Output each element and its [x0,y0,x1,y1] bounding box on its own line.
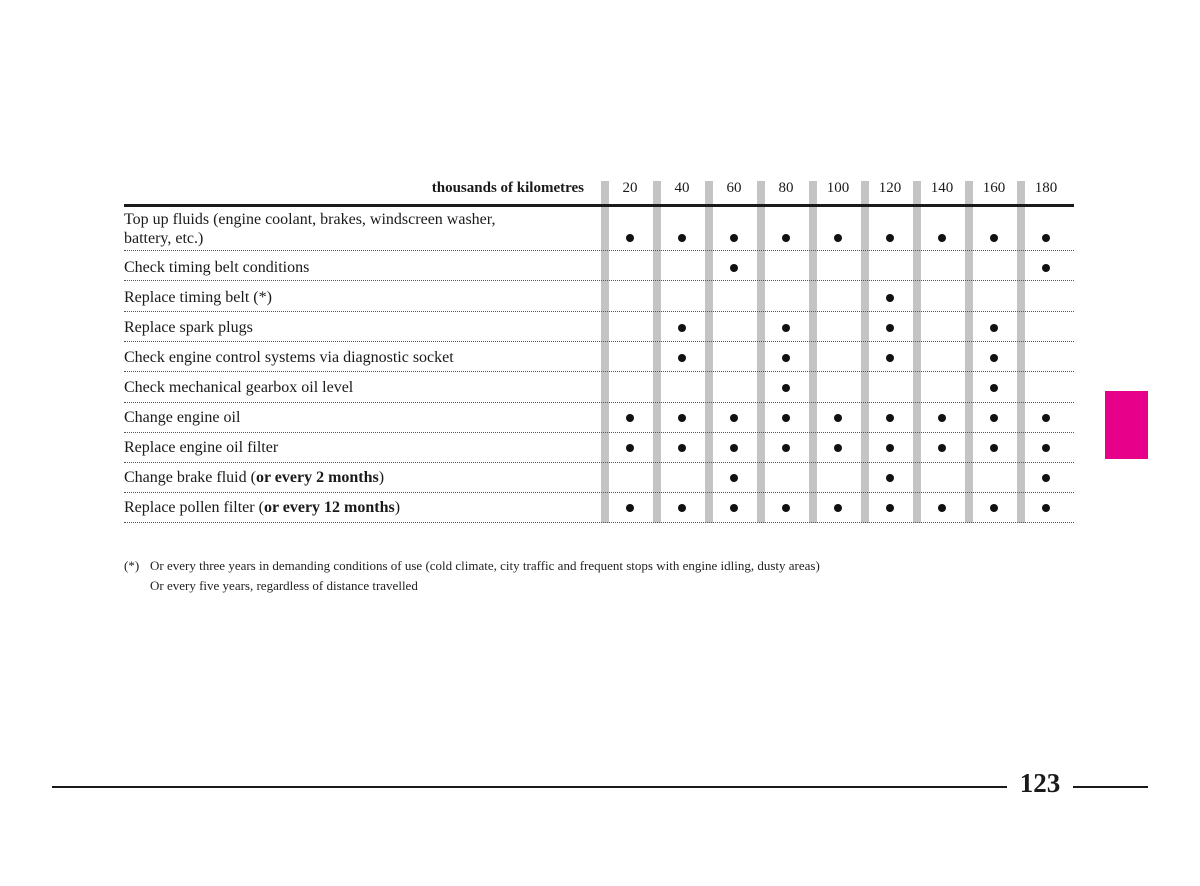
header-km-20: 20 [622,180,638,196]
service-dot-120 [886,474,894,482]
service-dot-160 [990,444,998,452]
page-number: 123 [1019,768,1061,798]
service-dot-80 [782,504,790,512]
header-km-100: 100 [826,180,850,196]
service-dot-20 [626,444,634,452]
service-dot-80 [782,414,790,422]
row-divider [124,341,1074,342]
service-dot-120 [886,504,894,512]
service-dot-140 [938,504,946,512]
service-dot-180 [1042,474,1050,482]
service-dot-80 [782,384,790,392]
column-separator [757,181,765,523]
row-label [124,318,253,337]
service-dot-100 [834,234,842,242]
service-dot-160 [990,354,998,362]
row-label [124,348,454,367]
service-dot-60 [730,504,738,512]
row-divider [124,492,1074,493]
row-label-line: Replace engine oil filter [124,439,279,456]
header-km-140: 140 [930,180,954,196]
header-rule [124,204,1074,207]
table-header-row [124,178,1074,204]
row-divider [124,280,1074,281]
service-dot-40 [678,504,686,512]
row-label-interval: or every 2 months [255,469,379,486]
row-label-interval: or every 12 months [263,499,395,516]
row-label-line: Check timing belt conditions [124,259,310,276]
row-divider [124,371,1074,372]
service-dot-60 [730,234,738,242]
service-dot-60 [730,444,738,452]
row-divider [124,462,1074,463]
service-dot-80 [782,354,790,362]
row-label-line: Replace spark plugs [124,319,253,336]
column-separator [1017,181,1025,523]
service-dot-140 [938,414,946,422]
header-kilometres-label: thousands of kilometres [431,180,584,196]
row-label [124,210,495,248]
service-dot-40 [678,414,686,422]
row-label-prefix: Replace pollen filter ( [124,499,264,516]
service-dot-80 [782,234,790,242]
service-dot-120 [886,324,894,332]
service-dot-20 [626,234,634,242]
service-dot-120 [886,414,894,422]
service-dot-40 [678,234,686,242]
service-dot-80 [782,444,790,452]
row-divider [124,311,1074,312]
row-label [124,438,278,457]
row-divider [124,250,1074,251]
service-dot-100 [834,504,842,512]
service-dot-180 [1042,264,1050,272]
row-label-line: Change engine oil [124,409,241,426]
header-km-40: 40 [674,180,690,196]
row-label-suffix: ) [378,469,385,486]
column-separator [861,181,869,523]
service-dot-80 [782,324,790,332]
footnote-line-1: Or every three years in demanding conditions of use (cold climate, city traffic and frequent stops with engine idling, dusty areas) [150,558,820,573]
column-separator [705,181,713,523]
row-label [124,468,384,487]
footer-rule-right [1073,786,1148,788]
service-dot-120 [886,354,894,362]
row-divider [124,432,1074,433]
header-km-180: 180 [1034,180,1058,196]
column-separator [965,181,973,523]
service-dot-140 [938,444,946,452]
row-divider [124,402,1074,403]
row-label-line: Check engine control systems via diagnostic socket [124,349,454,366]
service-dot-60 [730,414,738,422]
footnote-mark: (*) [124,558,140,573]
row-divider [124,522,1074,523]
row-label-line: Replace timing belt (*) [124,289,272,306]
row-label-line: Top up fluids (engine coolant, brakes, windscreen washer, [124,211,496,228]
header-km-60: 60 [726,180,742,196]
service-dot-60 [730,474,738,482]
footnote-line-2: Or every five years, regardless of distance travelled [150,578,418,593]
service-dot-160 [990,324,998,332]
service-dot-120 [886,294,894,302]
column-separator [601,181,609,523]
column-separator [809,181,817,523]
service-dot-180 [1042,444,1050,452]
service-dot-160 [990,414,998,422]
service-dot-40 [678,354,686,362]
service-dot-180 [1042,414,1050,422]
row-label [124,258,309,277]
service-dot-40 [678,324,686,332]
service-dot-20 [626,504,634,512]
row-label-suffix: ) [394,499,401,516]
service-dot-40 [678,444,686,452]
column-separator [653,181,661,523]
header-km-120: 120 [878,180,902,196]
row-label-prefix: Change brake fluid ( [124,469,256,486]
row-label [124,408,240,427]
service-dot-120 [886,444,894,452]
row-label-line: Check mechanical gearbox oil level [124,379,354,396]
footer-rule-left [52,786,1007,788]
service-dot-180 [1042,234,1050,242]
service-dot-20 [626,414,634,422]
service-dot-160 [990,504,998,512]
service-dot-100 [834,414,842,422]
row-label [124,378,353,397]
service-dot-100 [834,444,842,452]
header-km-80: 80 [778,180,794,196]
column-separator [913,181,921,523]
section-tab-marker [1105,391,1148,459]
service-dot-160 [990,384,998,392]
row-label [124,498,400,517]
service-dot-160 [990,234,998,242]
row-label [124,288,272,307]
row-label-line: battery, etc.) [124,230,204,247]
header-km-160: 160 [982,180,1006,196]
service-dot-120 [886,234,894,242]
service-dot-180 [1042,504,1050,512]
service-dot-140 [938,234,946,242]
service-dot-60 [730,264,738,272]
